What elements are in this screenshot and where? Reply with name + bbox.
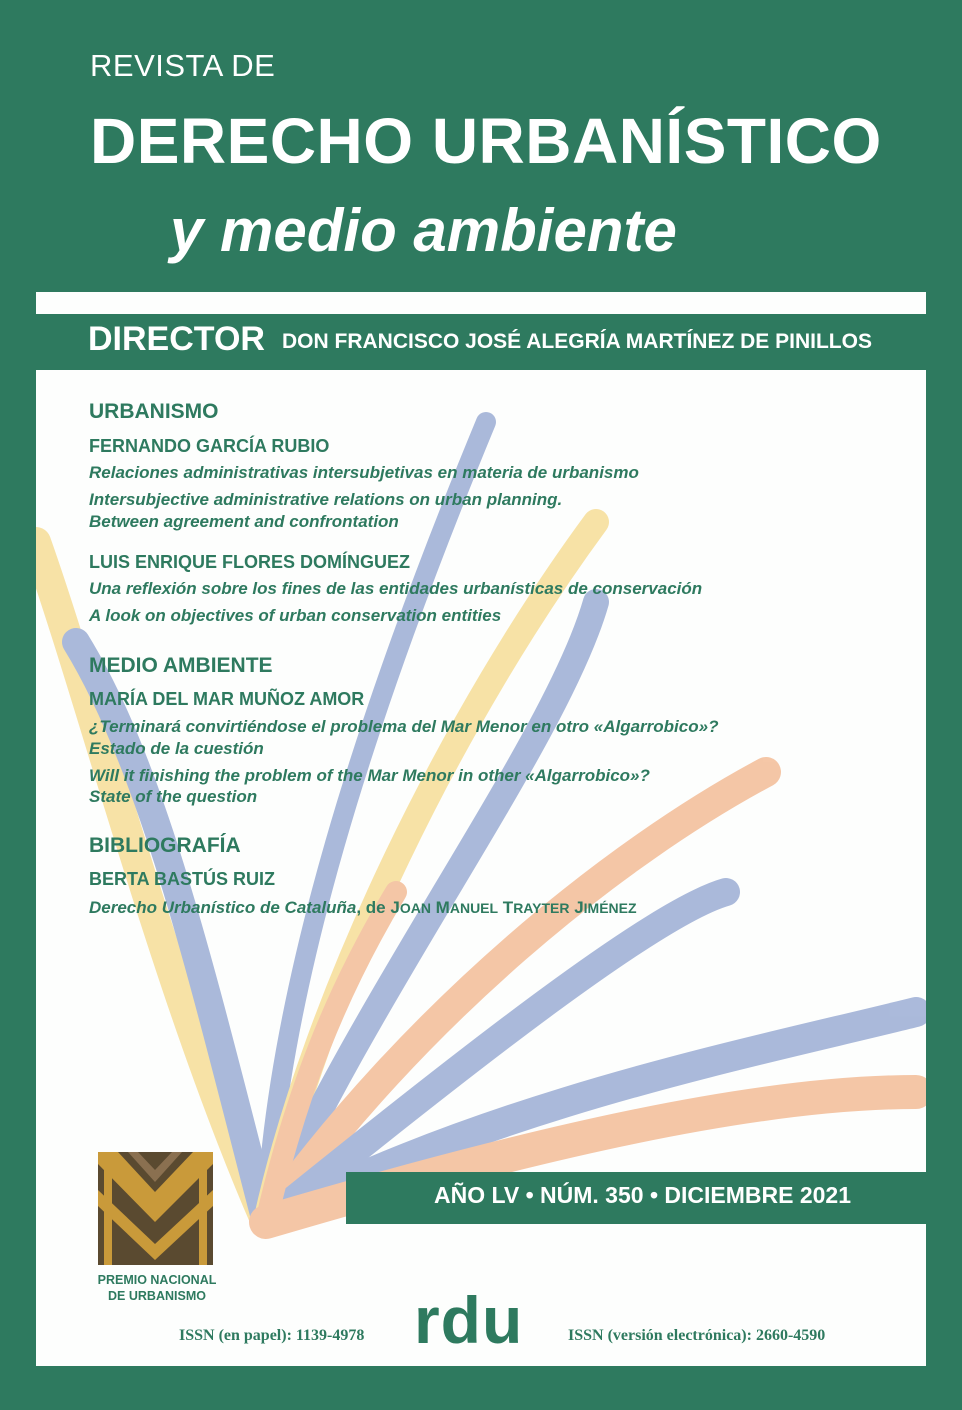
issn-electronic: ISSN (versión electrónica): 2660-4590: [568, 1327, 826, 1344]
premio-urbanismo-logo: [98, 1152, 213, 1265]
publisher-logo: rdu: [414, 1283, 524, 1357]
book-review-line: [89, 897, 637, 919]
issn-paper: ISSN (en papel): 1139-4978: [179, 1327, 365, 1344]
director-band: [36, 314, 962, 370]
director-label: DIRECTOR: [88, 320, 265, 358]
article-title-en-line2: State of the question: [89, 787, 258, 806]
article-title-es-line2: Estado de la cuestión: [89, 739, 264, 758]
award-emblem-icon: [98, 1152, 213, 1265]
book-connector: , de: [356, 898, 391, 917]
article-title-en-line1: Will it finishing the problem of the Mar Menor in other «Algarrobico»?: [89, 766, 650, 785]
author-munoz-amor: MARÍA DEL MAR MUÑOZ AMOR: [89, 689, 365, 709]
director-name: DON FRANCISCO JOSÉ ALEGRÍA MARTÍNEZ DE PINILLOS: [282, 330, 872, 353]
article-title-es-line1: ¿Terminará convirtiéndose el problema del Mar Menor en otro «Algarrobico»?: [89, 717, 719, 736]
masthead-subtitle: y medio ambiente: [170, 197, 677, 264]
author-bastus-ruiz: BERTA BASTÚS RUIZ: [89, 869, 275, 889]
issue-info: AÑO LV • NÚM. 350 • DICIEMBRE 2021: [434, 1182, 851, 1208]
book-title: Derecho Urbanístico de Cataluña: [89, 898, 357, 917]
article-title-en-line1: Intersubjective administrative relations on urban planning.: [89, 490, 563, 509]
article-title-en: A look on objectives of urban conservation entities: [89, 606, 502, 625]
article-title-es: Una reflexión sobre los fines de las entidades urbanísticas de conservación: [89, 579, 703, 598]
section-heading-urbanismo: URBANISMO: [89, 400, 219, 423]
content-panel: [36, 292, 926, 1366]
author-garcia-rubio: FERNANDO GARCÍA RUBIO: [89, 436, 330, 456]
section-heading-medio-ambiente: MEDIO AMBIENTE: [89, 654, 273, 677]
article-title-es: Relaciones administrativas intersubjetivas en materia de urbanismo: [89, 463, 639, 482]
masthead-title: DERECHO URBANÍSTICO: [90, 105, 882, 177]
masthead-line1: REVISTA DE: [90, 48, 276, 83]
issue-band: [346, 1172, 926, 1224]
article-title-en-line2: Between agreement and confrontation: [89, 512, 399, 531]
author-flores-dominguez: LUIS ENRIQUE FLORES DOMÍNGUEZ: [89, 552, 411, 572]
book-author: JOAN MANUEL TRAYTER JIMÉNEZ: [390, 898, 637, 917]
section-heading-bibliografia: BIBLIOGRAFÍA: [89, 834, 241, 857]
prize-caption: PREMIO NACIONAL DE URBANISMO: [97, 1273, 217, 1303]
